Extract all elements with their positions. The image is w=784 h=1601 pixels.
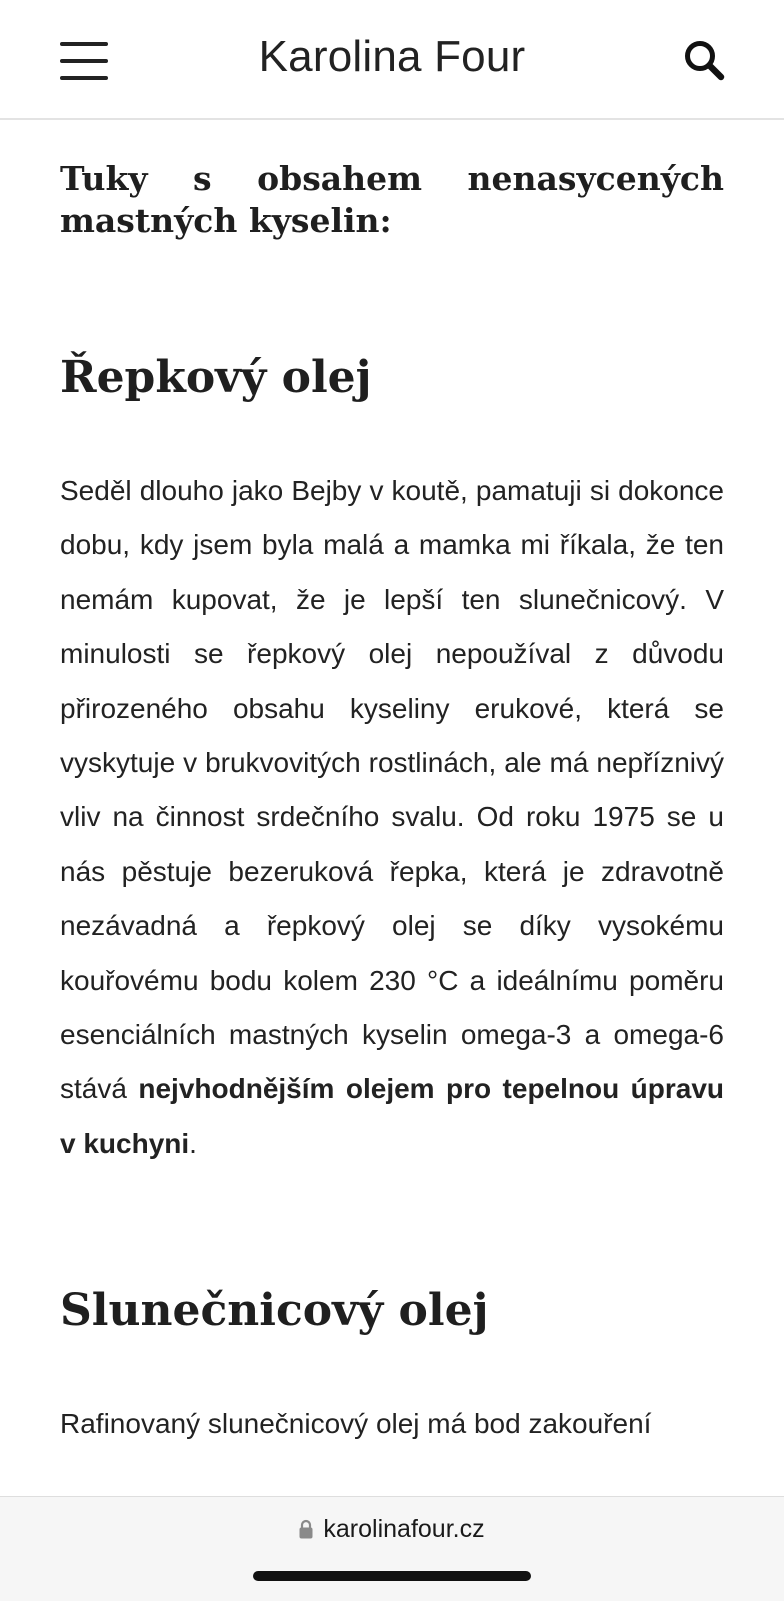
paragraph-text: Seděl dlouho jako Bejby v koutě, pamatuji si dokonce dobu, kdy jsem byla malá a mamka mi říkala, že ten nemám kupovat, že je lepší ten slunečnicový. V minulosti se řepkový olej nepoužíval z důvodu přirozeného obsahu kyseliny erukové, která se vyskytuje v brukvovitých rostlinách, ale má nepříznivý vliv na činnost srdečního svalu. Od roku 1975 se u nás pěstuje bezeruková řepka, která je zdravotně nezávadná a řepkový olej se díky vysokému kouřovému bodu kolem 230 °C a ideálnímu poměru esenciálních mastných kyselin omega-3 a omega-6 stává <box>60 475 724 1105</box>
paragraph-slunecnicovy-olej <box>60 1397 724 1451</box>
subsection-title-slunecnicovy-olej: Slunečnicový olej <box>60 1285 489 1337</box>
site-title[interactable]: Karolina Four <box>258 32 526 81</box>
section-heading: Tuky s obsahem nenasycených mastných kyselin: <box>60 159 724 240</box>
site-header <box>0 0 784 120</box>
paragraph-text: Rafinovaný slunečnicový olej má bod zakouření <box>60 1408 652 1440</box>
lock-icon <box>299 1517 313 1546</box>
home-indicator[interactable] <box>253 1571 531 1581</box>
paragraph-repkovy-olej <box>60 464 724 1171</box>
article-content <box>60 120 724 1452</box>
url-text: karolinafour.cz <box>323 1515 485 1543</box>
browser-address-bar <box>0 1496 784 1601</box>
paragraph-end: . <box>189 1127 197 1159</box>
paragraph-bold-text: nejvhodnějším olejem pro tepelnou úpravu v kuchyni <box>60 1073 725 1159</box>
subsection-title-repkovy-olej: Řepkový olej <box>60 352 372 403</box>
search-icon[interactable] <box>682 38 726 82</box>
url-display[interactable] <box>0 1515 784 1546</box>
